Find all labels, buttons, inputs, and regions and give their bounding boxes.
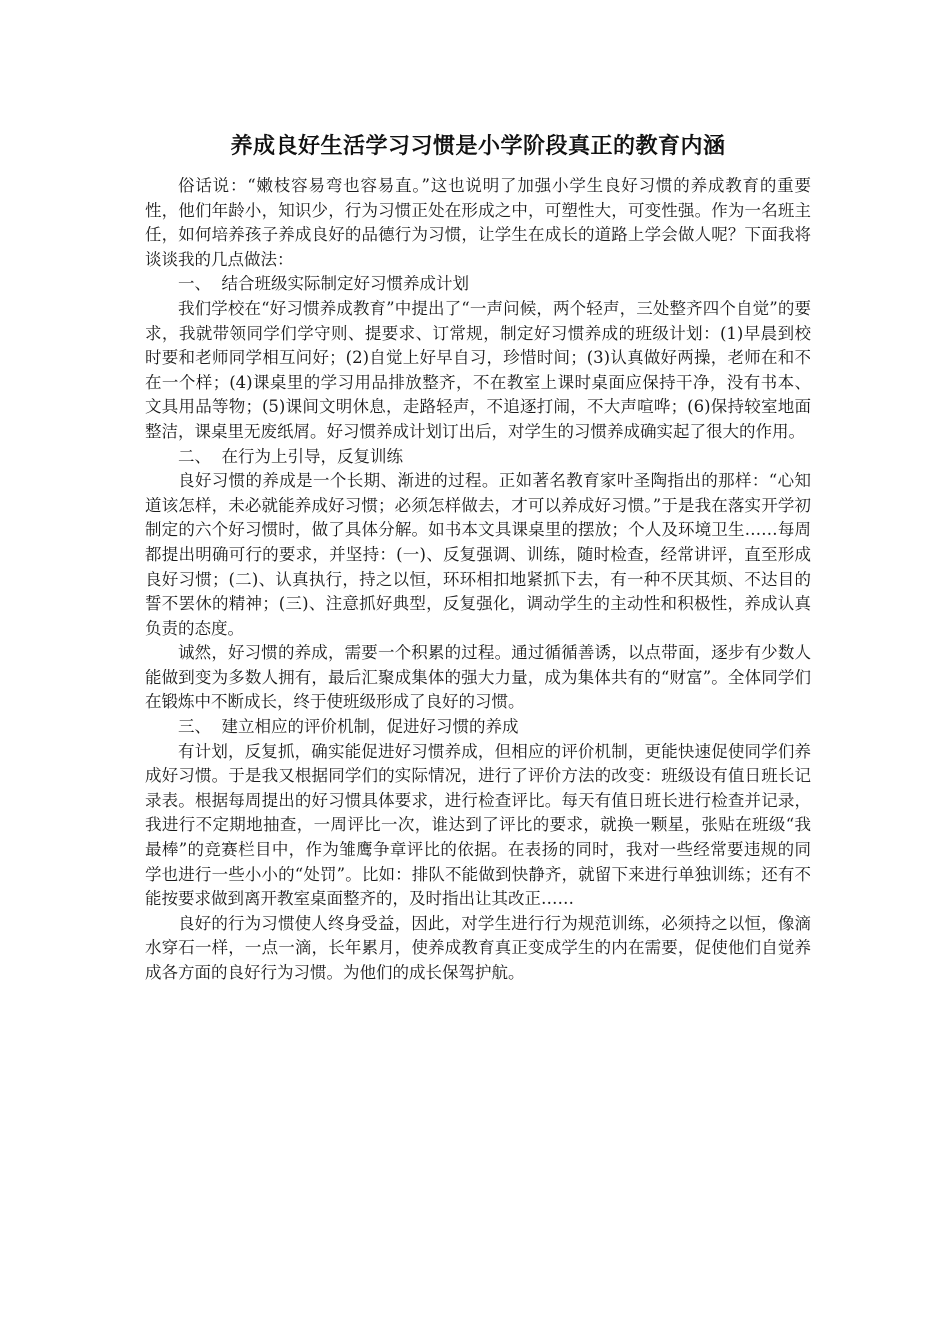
section-heading-2: 二、 在行为上引导，反复训练 xyxy=(178,446,403,466)
section-2-paragraph-1: 良好习惯的养成是一个长期、渐进的过程。正如著名教育家叶圣陶指出的那样：“心知道该怎样，未必就能养成好习惯；必须怎样做去，才可以养成好习惯。”于是我在落实开学初制定的六个好习惯时，做了具体分解。如书本文具课桌里的摆放；个人及环境卫生……每周都提出明确可行的要求，并坚持：(一)、反复强调、训练，随时检查，经常讲评，直至形成良好习惯；(二)、认真执行，持之以恒，环环相扣地紧抓下去，有一种不厌其烦、不达目的誓不罢休的精神；(三)、注意抓好典型，反复强化，调动学生的主动性和积极性，养成认真负责的态度。 xyxy=(145,471,811,638)
section-heading-1: 一、 结合班级实际制定好习惯养成计划 xyxy=(178,274,469,294)
section-2-paragraph-2: 诚然，好习惯的养成，需要一个积累的过程。通过循循善诱，以点带面，逐步有少数人能做到变为多数人拥有，最后汇聚成集体的强大力量，成为集体共有的“财富”。全体同学们在锻炼中不断成长，终于使班级形成了良好的习惯。 xyxy=(145,643,811,712)
section-heading-3: 三、 建立相应的评价机制，促进好习惯的养成 xyxy=(178,717,519,737)
document-page xyxy=(145,128,811,986)
section-3-paragraph: 有计划，反复抓，确实能促进好习惯养成，但相应的评价机制，更能快速促使同学们养成好习惯。于是我又根据同学们的实际情况，进行了评价方法的改变：班级设有值日班长记录表。根据每周提出的好习惯具体要求，进行检查评比。每天有值日班长进行检查并记录，我进行不定期地抽查，一周评比一次，谁达到了评比的要求，就换一颗星，张贴在班级“我最棒”的竞赛栏目中，作为雏鹰争章评比的依据。在表扬的同时，我对一些经常要违规的同学也进行一些小小的“处罚”。比如：排队不能做到快静齐，就留下来进行单独训练；还有不能按要求做到离开教室桌面整齐的，及时指出让其改正…… xyxy=(145,741,811,909)
document-title: 养成良好生活学习习惯是小学阶段真正的教育内涵 xyxy=(230,134,726,159)
section-1-paragraph: 我们学校在“好习惯养成教育”中提出了“一声问候，两个轻声，三处整齐四个自觉”的要求，我就带领同学们学守则、提要求、订常规，制定好习惯养成的班级计划：(1)早晨到校时要和老师同学相互问好；(2)自觉上好早自习，珍惜时间；(3)认真做好两操，老师在和不在一个样；(4)课桌里的学习用品排放整齐，不在教室上课时桌面应保持干净，没有书本、文具用品等物；(5)课间文明休息，走路轻声，不追逐打闹，不大声喧哗；(6)保持较室地面整洁，课桌里无废纸屑。好习惯养成计划订出后，对学生的习惯养成确实起了很大的作用。 xyxy=(145,298,811,441)
closing-paragraph: 良好的行为习惯使人终身受益，因此，对学生进行行为规范训练，必须持之以恒，像滴水穿石一样，一点一滴，长年累月，使养成教育真正变成学生的内在需要，促使他们自觉养成各方面的良好行为习惯。为他们的成长保驾护航。 xyxy=(145,913,811,982)
intro-paragraph: 俗话说：“嫩枝容易弯也容易直。”这也说明了加强小学生良好习惯的养成教育的重要性，他们年龄小，知识少，行为习惯正处在形成之中，可塑性大，可变性强。作为一名班主任，如何培养孩子养成良好的品德行为习惯，让学生在成长的道路上学会做人呢？下面我将谈谈我的几点做法： xyxy=(145,176,811,269)
